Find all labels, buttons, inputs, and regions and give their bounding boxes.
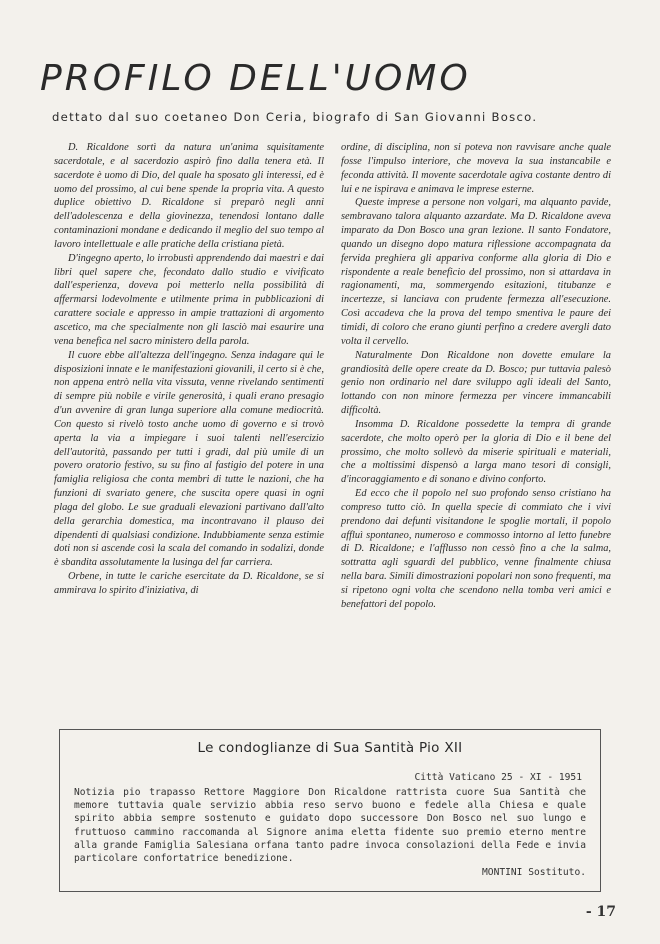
page-subtitle: dettato dal suo coetaneo Don Ceria, biografo di San Giovanni Bosco.: [52, 110, 538, 124]
condolences-title: Le condoglianze di Sua Santità Pio XII: [197, 740, 463, 756]
article-paragraph: Queste imprese a persone non volgari, ma alquanto pavide, sembravano talora alquanto azzardate. Ma D. Ricaldone aveva imparato da Don Bosco una gran lezione. Il santo Fondatore, quando un disegno dopo matura riflessione accompagnata da fervida preghiera gli appariva conforme alla gloria di Dio e rispondente a reale beneficio del prossimo, non si attardava in ragionamenti, ma, sommergendo esitazioni, titubanze e incertezze, si lanciava con prudente fermezza all'esecuzione. Così accadeva che la prova del tempo smentiva le paure dei timidi, di coloro che erano giunti perfino a credere avergli dato volta il cervello.: [341, 197, 611, 347]
condolences-box: [59, 729, 601, 892]
article-column-right: [341, 141, 611, 612]
article-paragraph: Naturalmente Don Ricaldone non dovette emulare la grandiosità delle opere create da D. Bosco; pur tuttavia palesò genio non ordinario nel dare sviluppo agli ideali del Santo, lottando con non minore fermezza per vincere immancabili difficoltà.: [341, 349, 611, 417]
article-paragraph: D. Ricaldone sortì da natura un'anima squisitamente sacerdotale, e al sacerdozio aspirò fino dalla tenera età. Il sacerdote è uomo di Dio, del quale ha sposato gli interessi, ed è uomo del prossimo, al cui bene spende la propria vita. A questo duplice obiettivo D. Ricaldone si preparò negli anni dell'adolescenza e della giovinezza, tenendosi lontano dalle contaminazioni mondane e dedicando il meglio del suo tempo al lavoro intellettuale e alle pratiche della cristiana pietà.: [54, 142, 324, 250]
article-column-left: [54, 141, 324, 598]
telegram-dateline: Città Vaticano 25 - XI - 1951: [414, 772, 582, 783]
article-paragraph: Il cuore ebbe all'altezza dell'ingegno. Senza indagare qui le disposizioni innate e le manifestazioni giovanili, il certo si è che, non appena entrò nella vita vissuta, venne rivelando sentimenti di sempre più nobile e virile generosità, i quali erano presagio d'un avvenire di gran lunga superiore alla comune mediocrità. Con questo si rivelò tosto anche uomo di governo e si trovò aperta la via a impiegare i suoi talenti nell'esercizio dell'autorità, passando per tutti i gradi, dal più umile di un povero oratorio festivo, su su fino al fastigio del potere in una famiglia religiosa che conta membri di tutte le nazioni, che ha funzioni di svariato genere, che suscita opere quasi in ogni plaga del globo. Le sue graduali elevazioni partivano dall'alto della gerarchia domestica, ma incontravano il plauso dei dipendenti di qualsiasi condizione. Indubbiamente senza estimie doti non si ascende così la scala del comando in sodalizi, donde è sbandita assolutamente la lusinga del far carriera.: [54, 349, 324, 569]
page-number: - 17: [585, 904, 616, 920]
article-paragraph: ordine, di disciplina, non si poteva non ravvisare anche quale fosse l'impulso interiore, che moveva la sua instancabile e feconda attività. Il movente sacerdotale agiva costante dentro di lui e ne ispirava e animava le imprese esterne.: [341, 142, 611, 195]
article-paragraph: D'ingegno aperto, lo irrobustì apprendendo dai maestri e dai libri quel sapere che, fecondato dallo studio e vivificato dall'esperienza, doveva poi metterlo nella possibilità di affermarsi lodevolmente e utilmente prima in pubblicazioni di carattere sociale e appresso in ampie trattazioni di argomento ascetico, ma che specialmente non gli lasciò mai esaurire una vena benefica nel sacro ministero della parola.: [54, 252, 324, 347]
telegram-body: Notizia pio trapasso Rettore Maggiore Don Ricaldone rattrista cuore Sua Santità che memore tuttavia quale servizio abbia reso servo buono e fedele alla Chiesa e quale spirito abbia sempre sostenuto e guidato dopo successore Don Bosco nel suo lungo e fruttuoso cammino raccomanda al Signore anima eletta fidente suo premio eterno mentre alla grande Famiglia Salesiana orfana tanto padre invoca consolazioni della Fede e invia particolare confortatrice benedizione.: [74, 787, 586, 865]
article-paragraph: Insomma D. Ricaldone possedette la tempra di grande sacerdote, che molto operò per la gloria di Dio e il bene del prossimo, che molto sollevò da miserie spirituali e materiali, che a moltissimi dispensò a larga mano tesori di consigli, d'incoraggiamento e di sonano e divino conforto.: [341, 418, 611, 486]
article-paragraph: Ed ecco che il popolo nel suo profondo senso cristiano ha compreso tutto ciò. In quella specie di commiato che i vivi prendono dai defunti visitandone le spoglie mortali, il popolo affluì spontaneo, numeroso e commosso intorno al letto funebre di D. Ricaldone; e l'afflusso non cessò fino a che la salma, sottratta agli sguardi del pubblico, venne finalmente chiusa nella bara. Simili dimostrazioni popolari non sono frequenti, ma si ripetono ogni volta che scendono nella tomba veri amici e benefattori del popolo.: [341, 488, 611, 610]
telegram-signature: MONTINI Sostituto.: [482, 867, 586, 878]
article-paragraph: Orbene, in tutte le cariche esercitate da D. Ricaldone, se si ammirava lo spirito d'iniziativa, di: [54, 571, 324, 596]
page-title: PROFILO DELL'UOMO: [40, 58, 471, 99]
